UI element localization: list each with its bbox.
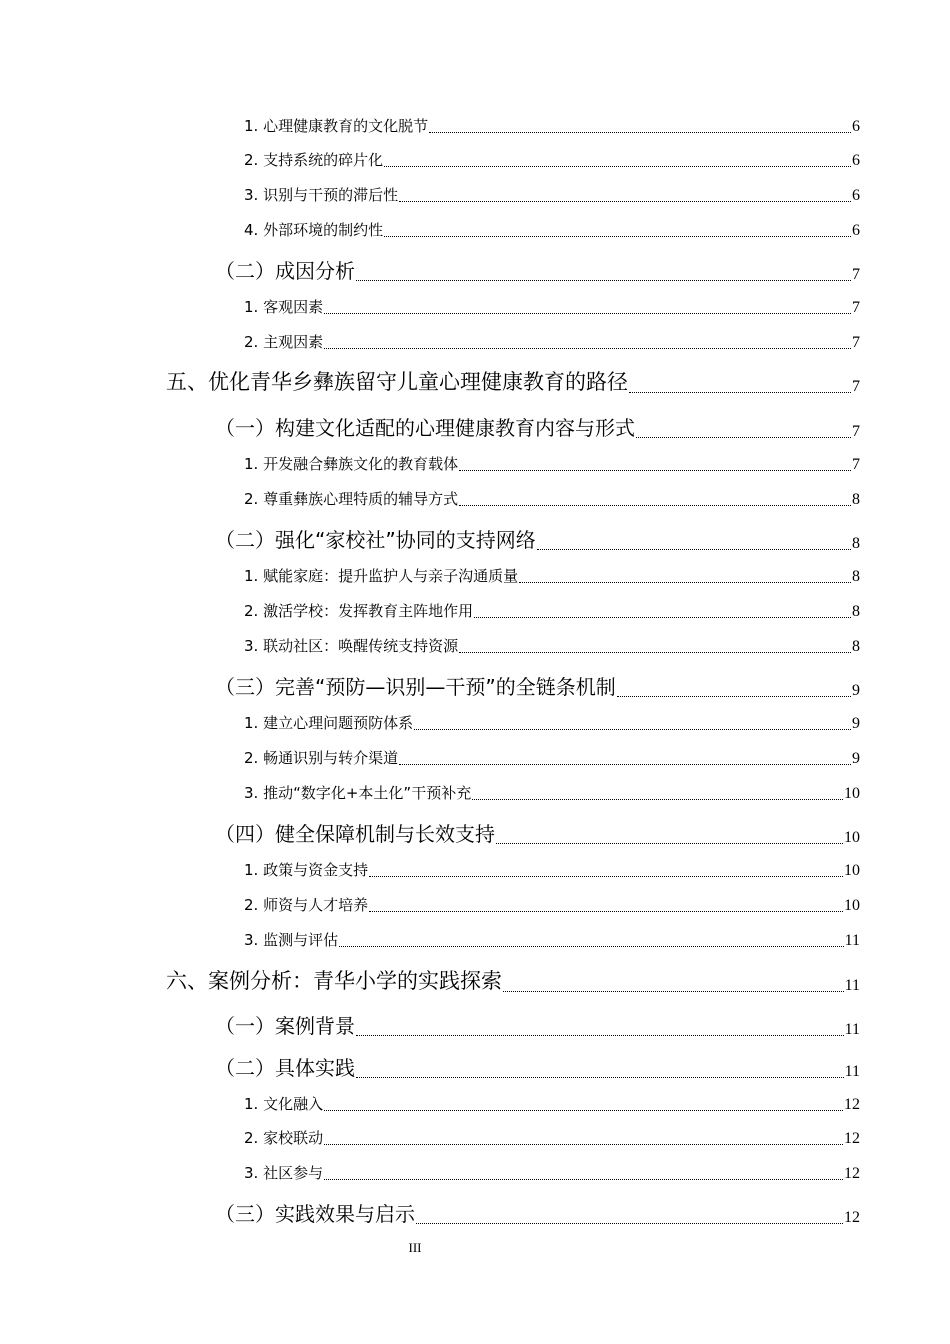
toc-entry[interactable]	[244, 634, 860, 656]
toc-entry-title: 2. 尊重彝族心理特质的辅导方式	[244, 490, 459, 508]
toc-entry-page-number: 8	[852, 638, 860, 655]
toc-entry-title: （二）强化“家校社”协同的支持网络	[215, 528, 536, 552]
toc-entry-page-number: 7	[852, 334, 860, 351]
toc-entry[interactable]	[215, 1011, 860, 1039]
dot-leader	[324, 1168, 843, 1183]
toc-entry[interactable]	[215, 672, 860, 700]
toc-entry-page-number: 6	[852, 118, 860, 135]
dot-leader	[537, 533, 851, 553]
toc-entry-page-number: 6	[852, 152, 860, 169]
toc-entry[interactable]	[244, 781, 860, 803]
toc-entry-title: （二）成因分析	[215, 259, 355, 283]
toc-entry-page-number: 12	[844, 1096, 860, 1113]
toc-entry[interactable]	[215, 413, 860, 441]
toc-entry-page-number: 11	[844, 932, 860, 949]
toc-entry[interactable]	[244, 711, 860, 733]
toc-entry-title: 六、案例分析：青华小学的实践探索	[166, 969, 502, 993]
toc-entry[interactable]	[244, 893, 860, 915]
dot-leader	[519, 571, 851, 586]
toc-entry-title: 2. 主观因素	[244, 333, 324, 351]
dot-leader	[459, 494, 851, 509]
toc-entry-page-number: 12	[844, 1130, 860, 1147]
toc-entry-page-number: 11	[844, 1063, 860, 1080]
toc-entry[interactable]	[244, 858, 860, 880]
page-number-footer: III	[408, 1240, 422, 1255]
toc-entry[interactable]	[244, 1092, 860, 1114]
toc-entry-title: 五、优化青华乡彝族留守儿童心理健康教育的路径	[166, 370, 628, 394]
toc-entry-title: （一）构建文化适配的心理健康教育内容与形式	[215, 416, 635, 440]
toc-entry[interactable]	[244, 295, 860, 317]
toc-entry-title: 2. 支持系统的碎片化	[244, 151, 384, 169]
dot-leader	[503, 974, 844, 995]
dot-leader	[324, 1133, 843, 1148]
toc-entry-page-number: 11	[844, 1021, 860, 1038]
toc-entry-title: 1. 赋能家庭：提升监护人与亲子沟通质量	[244, 567, 519, 585]
dot-leader	[399, 190, 851, 205]
dot-leader	[474, 606, 851, 621]
toc-entry-page-number: 9	[852, 682, 860, 699]
toc-entry[interactable]	[166, 967, 860, 995]
toc-entry-title: 3. 社区参与	[244, 1164, 324, 1182]
toc-entry-title: 1. 心理健康教育的文化脱节	[244, 117, 429, 135]
toc-entry[interactable]	[244, 1161, 860, 1183]
toc-entry-page-number: 12	[844, 1209, 860, 1226]
toc-entry[interactable]	[215, 525, 860, 553]
toc-entry-title: （三）完善“预防—识别—干预”的全链条机制	[215, 675, 616, 699]
dot-leader	[496, 827, 843, 847]
toc-entry[interactable]	[244, 1126, 860, 1148]
dot-leader	[399, 753, 851, 768]
dot-leader	[617, 680, 851, 700]
dot-leader	[356, 1061, 844, 1081]
toc-entry[interactable]	[215, 256, 860, 284]
toc-entry-title: 1. 建立心理问题预防体系	[244, 714, 414, 732]
toc-entry-title: 1. 文化融入	[244, 1095, 324, 1113]
toc-entry[interactable]	[244, 114, 860, 136]
toc-entry-title: 4. 外部环境的制约性	[244, 221, 384, 239]
toc-entry[interactable]	[244, 564, 860, 586]
toc-entry[interactable]	[244, 183, 860, 205]
toc-entry-title: （三）实践效果与启示	[215, 1202, 415, 1226]
toc-entry-title: 2. 家校联动	[244, 1129, 324, 1147]
toc-entry-page-number: 10	[844, 862, 860, 879]
toc-entry[interactable]	[166, 368, 860, 396]
dot-leader	[429, 121, 851, 136]
toc-entry-page-number: 7	[852, 378, 860, 395]
toc-entry-title: （二）具体实践	[215, 1056, 355, 1080]
dot-leader	[356, 1019, 844, 1039]
dot-leader	[356, 264, 851, 284]
toc-entry-title: 2. 师资与人才培养	[244, 896, 369, 914]
toc-entry-title: （四）健全保障机制与长效支持	[215, 822, 495, 846]
toc-entry-title: 2. 激活学校：发挥教育主阵地作用	[244, 602, 474, 620]
toc-entry-title: 3. 识别与干预的滞后性	[244, 186, 399, 204]
toc-entry[interactable]	[215, 1199, 860, 1227]
toc-entry-title: 3. 联动社区：唤醒传统支持资源	[244, 637, 459, 655]
dot-leader	[369, 865, 843, 880]
toc-entry[interactable]	[244, 148, 860, 170]
dot-leader	[636, 421, 851, 441]
dot-leader	[324, 302, 851, 317]
toc-entry-page-number: 8	[852, 603, 860, 620]
dot-leader	[416, 1207, 843, 1227]
toc-entry-page-number: 12	[844, 1165, 860, 1182]
toc-entry-page-number: 10	[844, 829, 860, 846]
toc-entry[interactable]	[244, 599, 860, 621]
toc-entry-page-number: 7	[852, 266, 860, 283]
dot-leader	[414, 718, 851, 733]
dot-leader	[339, 935, 844, 950]
dot-leader	[324, 1099, 843, 1114]
toc-entry-page-number: 6	[852, 187, 860, 204]
toc-entry-page-number: 8	[852, 568, 860, 585]
toc-entry-page-number: 6	[852, 222, 860, 239]
dot-leader	[324, 337, 851, 352]
toc-entry-title: （一）案例背景	[215, 1014, 355, 1038]
toc-entry-page-number: 7	[852, 299, 860, 316]
toc-entry-page-number: 8	[852, 491, 860, 508]
toc-entry[interactable]	[244, 330, 860, 352]
toc-entry-page-number: 10	[844, 785, 860, 802]
toc-entry-title: 1. 客观因素	[244, 298, 324, 316]
toc-entry-title: 2. 畅通识别与转介渠道	[244, 749, 399, 767]
toc-entry-title: 1. 开发融合彝族文化的教育载体	[244, 455, 459, 473]
toc-entry[interactable]	[244, 218, 860, 240]
toc-entry-page-number: 7	[852, 456, 860, 473]
toc-entry-title: 3. 推动“数字化+本土化”干预补充	[244, 784, 472, 802]
toc-entry[interactable]	[244, 746, 860, 768]
toc-entry[interactable]	[244, 452, 860, 474]
toc-entry[interactable]	[244, 487, 860, 509]
toc-entry-page-number: 11	[844, 977, 860, 994]
toc-entry-page-number: 8	[852, 535, 860, 552]
dot-leader	[459, 641, 851, 656]
toc-entry-page-number: 9	[852, 715, 860, 732]
toc-entry-page-number: 9	[852, 750, 860, 767]
toc-entry-page-number: 10	[844, 897, 860, 914]
dot-leader	[472, 788, 843, 803]
toc-entry-title: 3. 监测与评估	[244, 931, 339, 949]
toc-entry[interactable]	[215, 1053, 860, 1081]
dot-leader	[629, 375, 851, 396]
dot-leader	[384, 155, 851, 170]
dot-leader	[459, 459, 851, 474]
toc-entry[interactable]	[215, 819, 860, 847]
toc-entry-page-number: 7	[852, 423, 860, 440]
toc-entry-title: 1. 政策与资金支持	[244, 861, 369, 879]
dot-leader	[384, 225, 851, 240]
dot-leader	[369, 900, 843, 915]
toc-entry[interactable]	[244, 928, 860, 950]
